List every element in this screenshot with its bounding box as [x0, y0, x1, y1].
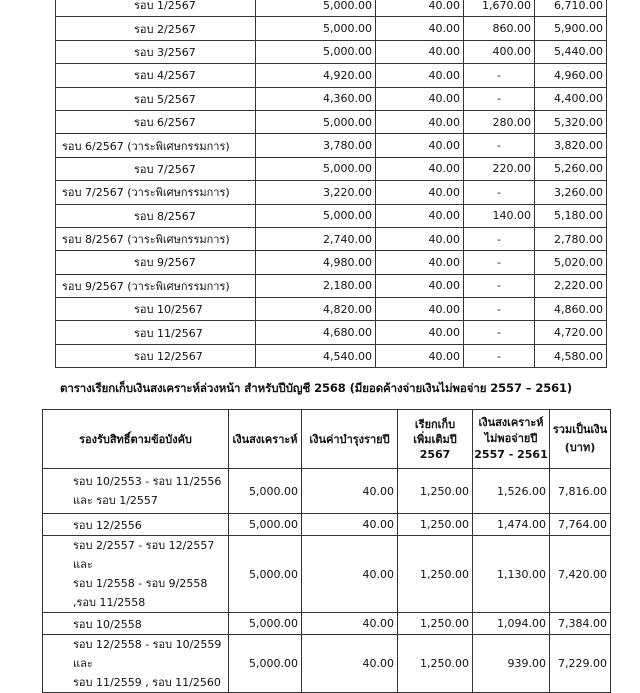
welfare-amount: 5,000.00 — [256, 0, 376, 17]
rights-range — [43, 514, 229, 536]
header-additional — [398, 410, 473, 469]
header-shortfall-line3: 2557 - 2561 — [474, 448, 548, 461]
total-amount: 7,229.00 — [550, 635, 611, 693]
welfare-amount: 5,000.00 — [229, 635, 302, 693]
header-additional-line2: เพิ่มเติมปี 2567 — [413, 432, 457, 461]
total-amount: 7,384.00 — [550, 613, 611, 635]
total-amount: 5,440.00 — [535, 40, 607, 63]
annual-fee: 40.00 — [376, 40, 464, 63]
additional-amount: - — [464, 321, 535, 344]
contribution-table-2567 — [55, 0, 607, 368]
table-row — [56, 181, 607, 204]
header-additional-line1: เรียกเก็บ — [414, 417, 456, 431]
annual-fee: 40.00 — [376, 204, 464, 227]
additional-amount: 1,250.00 — [398, 469, 473, 514]
additional-amount: 1,250.00 — [398, 635, 473, 693]
rights-range-line2: รอบ 11/2559 , รอบ 11/2560 — [73, 676, 221, 689]
table-row — [56, 321, 607, 344]
annual-fee: 40.00 — [302, 469, 398, 514]
welfare-amount: 4,920.00 — [256, 64, 376, 87]
additional-amount: - — [464, 344, 535, 367]
additional-amount: - — [464, 227, 535, 250]
additional-amount: - — [464, 87, 535, 110]
annual-fee: 40.00 — [376, 274, 464, 297]
welfare-amount: 5,000.00 — [256, 110, 376, 133]
rights-range-line2: รอบ 1/2558 - รอบ 9/2558 ,รอบ 11/2558 — [73, 577, 208, 609]
annual-fee: 40.00 — [376, 134, 464, 157]
table-row — [43, 514, 611, 536]
header-total-line1: รวมเป็นเงิน — [552, 423, 608, 436]
welfare-amount: 2,180.00 — [256, 274, 376, 297]
welfare-amount: 5,000.00 — [256, 17, 376, 40]
table-row — [43, 469, 611, 514]
rights-range-line2: และ รอบ 1/2557 — [73, 494, 158, 507]
additional-amount: 400.00 — [464, 40, 535, 63]
total-amount: 5,180.00 — [535, 204, 607, 227]
total-amount: 5,900.00 — [535, 17, 607, 40]
rights-range-line1: รอบ 12/2558 - รอบ 10/2559 และ — [73, 638, 222, 670]
additional-amount: 860.00 — [464, 17, 535, 40]
total-amount: 7,764.00 — [550, 514, 611, 536]
total-amount: 5,320.00 — [535, 110, 607, 133]
annual-fee: 40.00 — [376, 344, 464, 367]
rights-range-line1: รอบ 10/2553 - รอบ 11/2556 — [73, 475, 222, 488]
table-row — [56, 157, 607, 180]
additional-amount: 220.00 — [464, 157, 535, 180]
total-amount: 3,260.00 — [535, 181, 607, 204]
total-amount: 4,720.00 — [535, 321, 607, 344]
annual-fee: 40.00 — [376, 17, 464, 40]
round-label: รอบ 4/2567 — [56, 64, 256, 87]
round-label: รอบ 6/2567 (วาระพิเศษกรรมการ) — [56, 134, 256, 157]
round-label: รอบ 11/2567 — [56, 321, 256, 344]
table-row — [43, 635, 611, 693]
shortfall-amount: 939.00 — [473, 635, 550, 693]
shortfall-amount: 1,526.00 — [473, 469, 550, 514]
total-amount: 6,710.00 — [535, 0, 607, 17]
header-rights: รองรับสิทธิ์ตามข้อบังคับ — [43, 410, 229, 469]
annual-fee: 40.00 — [376, 87, 464, 110]
rights-range-line1: รอบ 10/2558 — [73, 617, 142, 631]
annual-fee: 40.00 — [302, 536, 398, 613]
welfare-amount: 5,000.00 — [256, 157, 376, 180]
welfare-amount: 5,000.00 — [229, 613, 302, 635]
table2-title: ตารางเรียกเก็บเงินสงเคราะห์ล่วงหน้า สำหรับปีบัญชี 2568 (มียอดค้างจ่ายเงินไม่พอจ่าย 2557 – 2561) — [60, 381, 573, 395]
annual-fee: 40.00 — [376, 0, 464, 17]
annual-fee: 40.00 — [376, 298, 464, 321]
total-amount: 4,960.00 — [535, 64, 607, 87]
table-row — [56, 204, 607, 227]
header-shortfall — [473, 410, 550, 469]
welfare-amount: 5,000.00 — [256, 40, 376, 63]
header-shortfall-line1: เงินสงเคราะห์ — [478, 416, 544, 429]
welfare-amount: 5,000.00 — [256, 204, 376, 227]
welfare-amount: 4,360.00 — [256, 87, 376, 110]
additional-amount: - — [464, 64, 535, 87]
table-row — [56, 344, 607, 367]
additional-amount: - — [464, 298, 535, 321]
header-annual-fee: เงินค่าบำรุงรายปี — [302, 410, 398, 469]
total-amount: 5,260.00 — [535, 157, 607, 180]
rights-range — [43, 613, 229, 635]
total-amount: 7,816.00 — [550, 469, 611, 514]
annual-fee: 40.00 — [376, 227, 464, 250]
welfare-amount: 4,980.00 — [256, 251, 376, 274]
additional-amount: 1,250.00 — [398, 514, 473, 536]
advance-collection-table-2568 — [42, 409, 611, 693]
annual-fee: 40.00 — [302, 514, 398, 536]
round-label: รอบ 5/2567 — [56, 87, 256, 110]
annual-fee: 40.00 — [376, 321, 464, 344]
table-row — [43, 536, 611, 613]
round-label: รอบ 1/2567 — [56, 0, 256, 17]
table-row — [56, 227, 607, 250]
round-label: รอบ 7/2567 — [56, 157, 256, 180]
total-amount: 3,820.00 — [535, 134, 607, 157]
welfare-amount: 4,820.00 — [256, 298, 376, 321]
additional-amount: - — [464, 181, 535, 204]
annual-fee: 40.00 — [376, 251, 464, 274]
annual-fee: 40.00 — [376, 110, 464, 133]
welfare-amount: 5,000.00 — [229, 536, 302, 613]
round-label: รอบ 8/2567 (วาระพิเศษกรรมการ) — [56, 227, 256, 250]
round-label: รอบ 3/2567 — [56, 40, 256, 63]
table-row — [56, 110, 607, 133]
total-amount: 4,400.00 — [535, 87, 607, 110]
annual-fee: 40.00 — [376, 181, 464, 204]
shortfall-amount: 1,474.00 — [473, 514, 550, 536]
table-row — [56, 134, 607, 157]
annual-fee: 40.00 — [302, 613, 398, 635]
table-row — [56, 40, 607, 63]
table-row — [56, 251, 607, 274]
additional-amount: - — [464, 251, 535, 274]
welfare-amount: 5,000.00 — [229, 514, 302, 536]
total-amount: 4,860.00 — [535, 298, 607, 321]
shortfall-amount: 1,130.00 — [473, 536, 550, 613]
header-total-line2: (บาท) — [564, 441, 596, 454]
additional-amount: 1,670.00 — [464, 0, 535, 17]
table-row — [56, 298, 607, 321]
table-row — [56, 0, 607, 17]
round-label: รอบ 10/2567 — [56, 298, 256, 321]
additional-amount: 1,250.00 — [398, 613, 473, 635]
table-row — [56, 274, 607, 297]
round-label: รอบ 9/2567 (วาระพิเศษกรรมการ) — [56, 274, 256, 297]
total-amount: 5,020.00 — [535, 251, 607, 274]
round-label: รอบ 8/2567 — [56, 204, 256, 227]
total-amount: 7,420.00 — [550, 536, 611, 613]
annual-fee: 40.00 — [302, 635, 398, 693]
welfare-amount: 3,220.00 — [256, 181, 376, 204]
table-row — [56, 17, 607, 40]
rights-range-line1: รอบ 2/2557 - รอบ 12/2557 และ — [73, 539, 215, 571]
rights-range — [43, 469, 229, 514]
table-row — [43, 613, 611, 635]
welfare-amount: 5,000.00 — [229, 469, 302, 514]
round-label: รอบ 2/2567 — [56, 17, 256, 40]
round-label: รอบ 6/2567 — [56, 110, 256, 133]
total-amount: 4,580.00 — [535, 344, 607, 367]
header-welfare: เงินสงเคราะห์ — [229, 410, 302, 469]
table-row — [56, 87, 607, 110]
header-shortfall-line2: ไม่พอจ่ายปี — [484, 432, 538, 445]
additional-amount: 140.00 — [464, 204, 535, 227]
table-row — [56, 64, 607, 87]
shortfall-amount: 1,094.00 — [473, 613, 550, 635]
rights-range — [43, 536, 229, 613]
additional-amount: 1,250.00 — [398, 536, 473, 613]
annual-fee: 40.00 — [376, 157, 464, 180]
rights-range-line1: รอบ 12/2556 — [73, 518, 142, 532]
welfare-amount: 2,740.00 — [256, 227, 376, 250]
total-amount: 2,780.00 — [535, 227, 607, 250]
round-label: รอบ 12/2567 — [56, 344, 256, 367]
welfare-amount: 4,680.00 — [256, 321, 376, 344]
round-label: รอบ 9/2567 — [56, 251, 256, 274]
additional-amount: 280.00 — [464, 110, 535, 133]
additional-amount: - — [464, 134, 535, 157]
header-total — [550, 410, 611, 469]
welfare-amount: 4,540.00 — [256, 344, 376, 367]
additional-amount: - — [464, 274, 535, 297]
rights-range — [43, 635, 229, 693]
welfare-amount: 3,780.00 — [256, 134, 376, 157]
annual-fee: 40.00 — [376, 64, 464, 87]
round-label: รอบ 7/2567 (วาระพิเศษกรรมการ) — [56, 181, 256, 204]
total-amount: 2,220.00 — [535, 274, 607, 297]
